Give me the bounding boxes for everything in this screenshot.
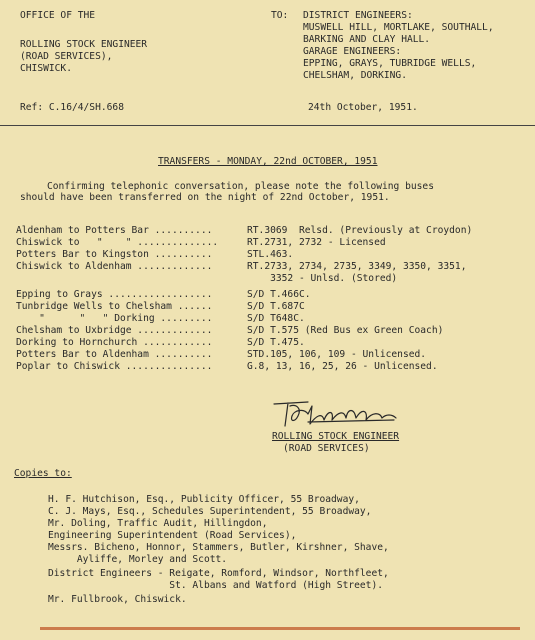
sender-line: OFFICE OF THE [20, 10, 96, 21]
signature-title: ROLLING STOCK ENGINEER [272, 431, 400, 442]
recipient-line: BARKING AND CLAY HALL. [303, 34, 431, 45]
copy-recipient: Ayliffe, Morley and Scott. [48, 554, 228, 565]
transfer-detail: RT.2733, 2734, 2735, 3349, 3350, 3351, [247, 261, 467, 272]
copy-recipient: H. F. Hutchison, Esq., Publicity Officer, 55 Broadway, [48, 494, 360, 505]
bottom-divider [40, 627, 520, 630]
transfer-detail: S/D T.475. [247, 337, 305, 348]
transfer-detail: STD.105, 106, 109 - Unlicensed. [247, 349, 427, 360]
top-divider [0, 125, 535, 126]
recipient-line: EPPING, GRAYS, TUBRIDGE WELLS, [303, 58, 477, 69]
sender-line: ROLLING STOCK ENGINEER [20, 39, 148, 50]
to-label: TO: [271, 10, 289, 21]
letter-date: 24th October, 1951. [308, 102, 418, 113]
transfer-detail: S/D T648C. [247, 313, 305, 324]
transfer-route: " " " Dorking ......... [16, 313, 213, 324]
recipient-line: DISTRICT ENGINEERS: [303, 10, 413, 21]
handwritten-signature [268, 398, 408, 430]
transfer-route: Tunbridge Wells to Chelsham ...... [16, 301, 213, 312]
copies-label: Copies to: [14, 468, 72, 479]
transfer-detail: S/D T.575 (Red Bus ex Green Coach) [247, 325, 444, 336]
transfer-route: Chiswick to Aldenham ............. [16, 261, 213, 272]
copy-recipient: Mr. Fullbrook, Chiswick. [48, 594, 187, 605]
transfer-detail: STL.463. [247, 249, 294, 260]
copy-recipient: District Engineers - Reigate, Romford, Windsor, Northfleet, [48, 568, 389, 579]
recipient-line: GARAGE ENGINEERS: [303, 46, 402, 57]
transfer-route: Potters Bar to Kingston .......... [16, 249, 213, 260]
transfer-detail: S/D T.466C. [247, 289, 311, 300]
sender-line: (ROAD SERVICES), [20, 51, 113, 62]
transfer-route: Epping to Grays .................. [16, 289, 213, 300]
copy-recipient: St. Albans and Watford (High Street). [48, 580, 384, 591]
memo-heading: TRANSFERS - MONDAY, 22nd OCTOBER, 1951 [158, 156, 378, 167]
copy-recipient: Messrs. Bicheno, Honnor, Stammers, Butler, Kirshner, Shave, [48, 542, 389, 553]
transfer-route: Chiswick to " " .............. [16, 237, 219, 248]
transfer-route: Aldenham to Potters Bar .......... [16, 225, 213, 236]
transfer-detail: RT.3069 Relsd. (Previously at Croydon) [247, 225, 473, 236]
transfer-route: Potters Bar to Aldenham .......... [16, 349, 213, 360]
transfer-route: Poplar to Chiswick ............... [16, 361, 213, 372]
copy-recipient: C. J. Mays, Esq., Schedules Superintendent, 55 Broadway, [48, 506, 372, 517]
copy-recipient: Engineering Superintendent (Road Services), [48, 530, 297, 541]
intro-line: Confirming telephonic conversation, please note the following buses [47, 181, 434, 192]
transfer-detail: RT.2731, 2732 - Licensed [247, 237, 386, 248]
signature-subtitle: (ROAD SERVICES) [283, 443, 370, 454]
recipient-line: MUSWELL HILL, MORTLAKE, SOUTHALL, [303, 22, 494, 33]
intro-line: should have been transferred on the night of 22nd October, 1951. [20, 192, 390, 203]
sender-line: CHISWICK. [20, 63, 72, 74]
transfer-route: Dorking to Hornchurch ............ [16, 337, 213, 348]
transfer-detail: 3352 - Unlsd. (Stored) [247, 273, 398, 284]
reference: Ref: C.16/4/SH.668 [20, 102, 124, 113]
transfer-detail: G.8, 13, 16, 25, 26 - Unlicensed. [247, 361, 438, 372]
recipient-line: CHELSHAM, DORKING. [303, 70, 407, 81]
copy-recipient: Mr. Doling, Traffic Audit, Hillingdon, [48, 518, 268, 529]
transfer-detail: S/D T.687C [247, 301, 305, 312]
transfer-route: Chelsham to Uxbridge ............. [16, 325, 213, 336]
